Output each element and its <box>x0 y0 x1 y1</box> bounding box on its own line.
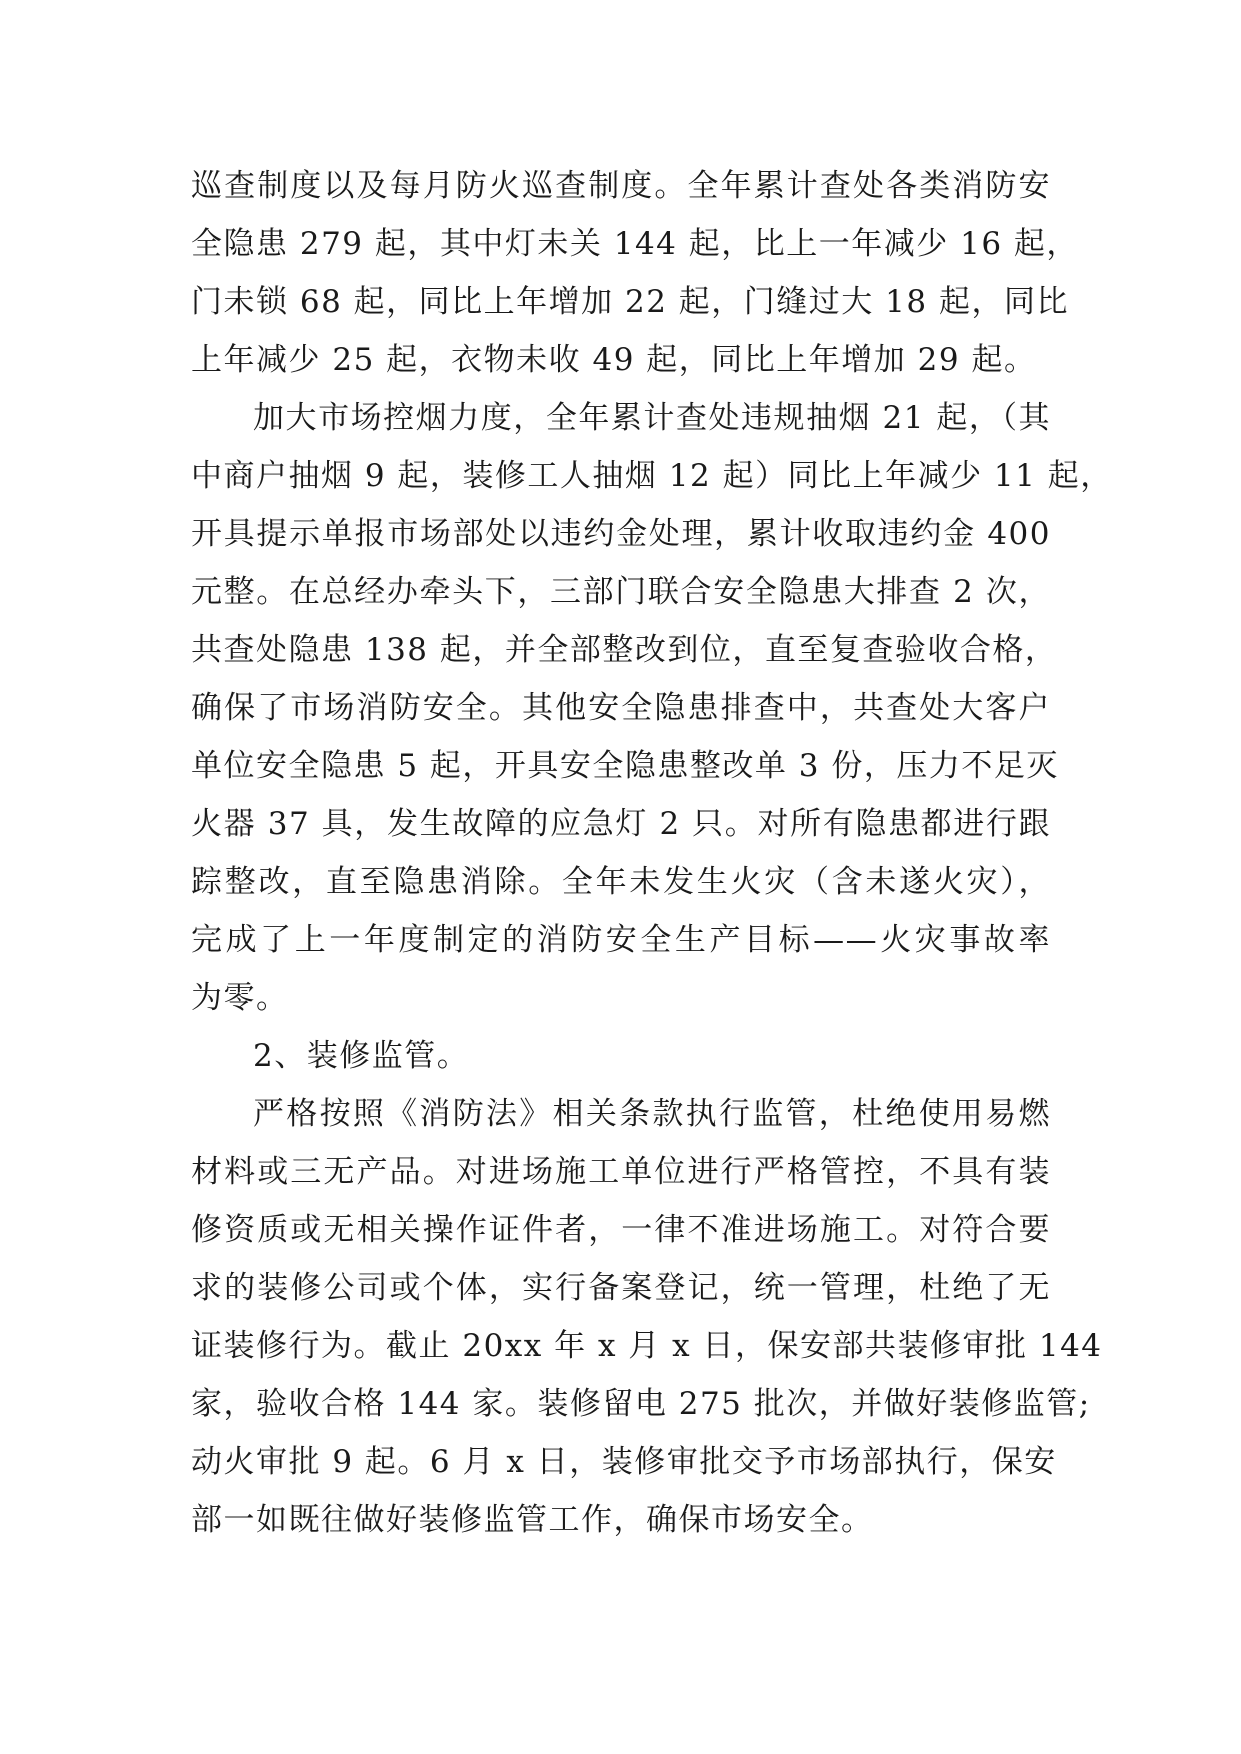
text-line: 修资质或无相关操作证件者，一律不准进场施工。对符合要 <box>191 1212 1051 1248</box>
text-line: 材料或三无产品。对进场施工单位进行严格管控，不具有装 <box>191 1154 1051 1190</box>
text-line: 求的装修公司或个体，实行备案登记，统一管理，杜绝了无 <box>191 1270 1051 1306</box>
paragraph-renovation-supervision <box>191 1085 1103 1549</box>
text-line: 门未锁 68 起，同比上年增加 22 起，门缝过大 18 起，同比 <box>191 284 1069 320</box>
text-line: 部一如既往做好装修监管工作，确保市场安全。 <box>191 1502 874 1538</box>
text-line: 元整。在总经办牵头下，三部门联合安全隐患大排查 2 次， <box>191 574 1051 610</box>
text-line: 动火审批 9 起。6 月 x 日，装修审批交予市场部执行，保安 <box>191 1444 1057 1480</box>
text-line: 为零。 <box>191 980 289 1016</box>
text-line: 火器 37 具，发生故障的应急灯 2 只。对所有隐患都进行跟 <box>191 806 1051 842</box>
text-line: 家，验收合格 144 家。装修留电 275 批次，并做好装修监管; <box>191 1386 1091 1422</box>
document-page <box>191 157 1113 1549</box>
text-line: 上年减少 25 起，衣物未收 49 起，同比上年增加 29 起。 <box>191 342 1037 378</box>
section-heading-renovation-supervision <box>191 1027 1051 1085</box>
text-line: 单位安全隐患 5 起，开具安全隐患整改单 3 份，压力不足灭 <box>191 748 1059 784</box>
text-line: 开具提示单报市场部处以违约金处理，累计收取违约金 400 <box>191 516 1051 552</box>
text-line: 严格按照《消防法》相关条款执行监管，杜绝使用易燃 <box>253 1096 1051 1132</box>
text-line: 完成了上一年度制定的消防安全生产目标——火灾事故率 <box>191 922 1051 958</box>
text-line: 中商户抽烟 9 起，装修工人抽烟 12 起）同比上年减少 11 起， <box>191 458 1113 494</box>
paragraph-fire-inspection <box>191 157 1079 389</box>
text-line: 踪整改，直至隐患消除。全年未发生火灾（含未遂火灾）， <box>191 864 1051 900</box>
text-line: 加大市场控烟力度，全年累计查处违规抽烟 21 起，（其 <box>253 400 1051 436</box>
paragraph-smoking-control <box>191 389 1113 1027</box>
text-line: 巡查制度以及每月防火巡查制度。全年累计查处各类消防安 <box>191 168 1051 204</box>
text-line: 证装修行为。截止 20xx 年 x 月 x 日，保安部共装修审批 144 <box>191 1328 1103 1364</box>
text-line: 确保了市场消防安全。其他安全隐患排查中，共查处大客户 <box>191 690 1051 726</box>
text-line: 全隐患 279 起，其中灯未关 144 起，比上一年减少 16 起， <box>191 226 1079 262</box>
section-heading: 2、装修监管。 <box>253 1038 470 1074</box>
text-line: 共查处隐患 138 起，并全部整改到位，直至复查验收合格， <box>191 632 1058 668</box>
